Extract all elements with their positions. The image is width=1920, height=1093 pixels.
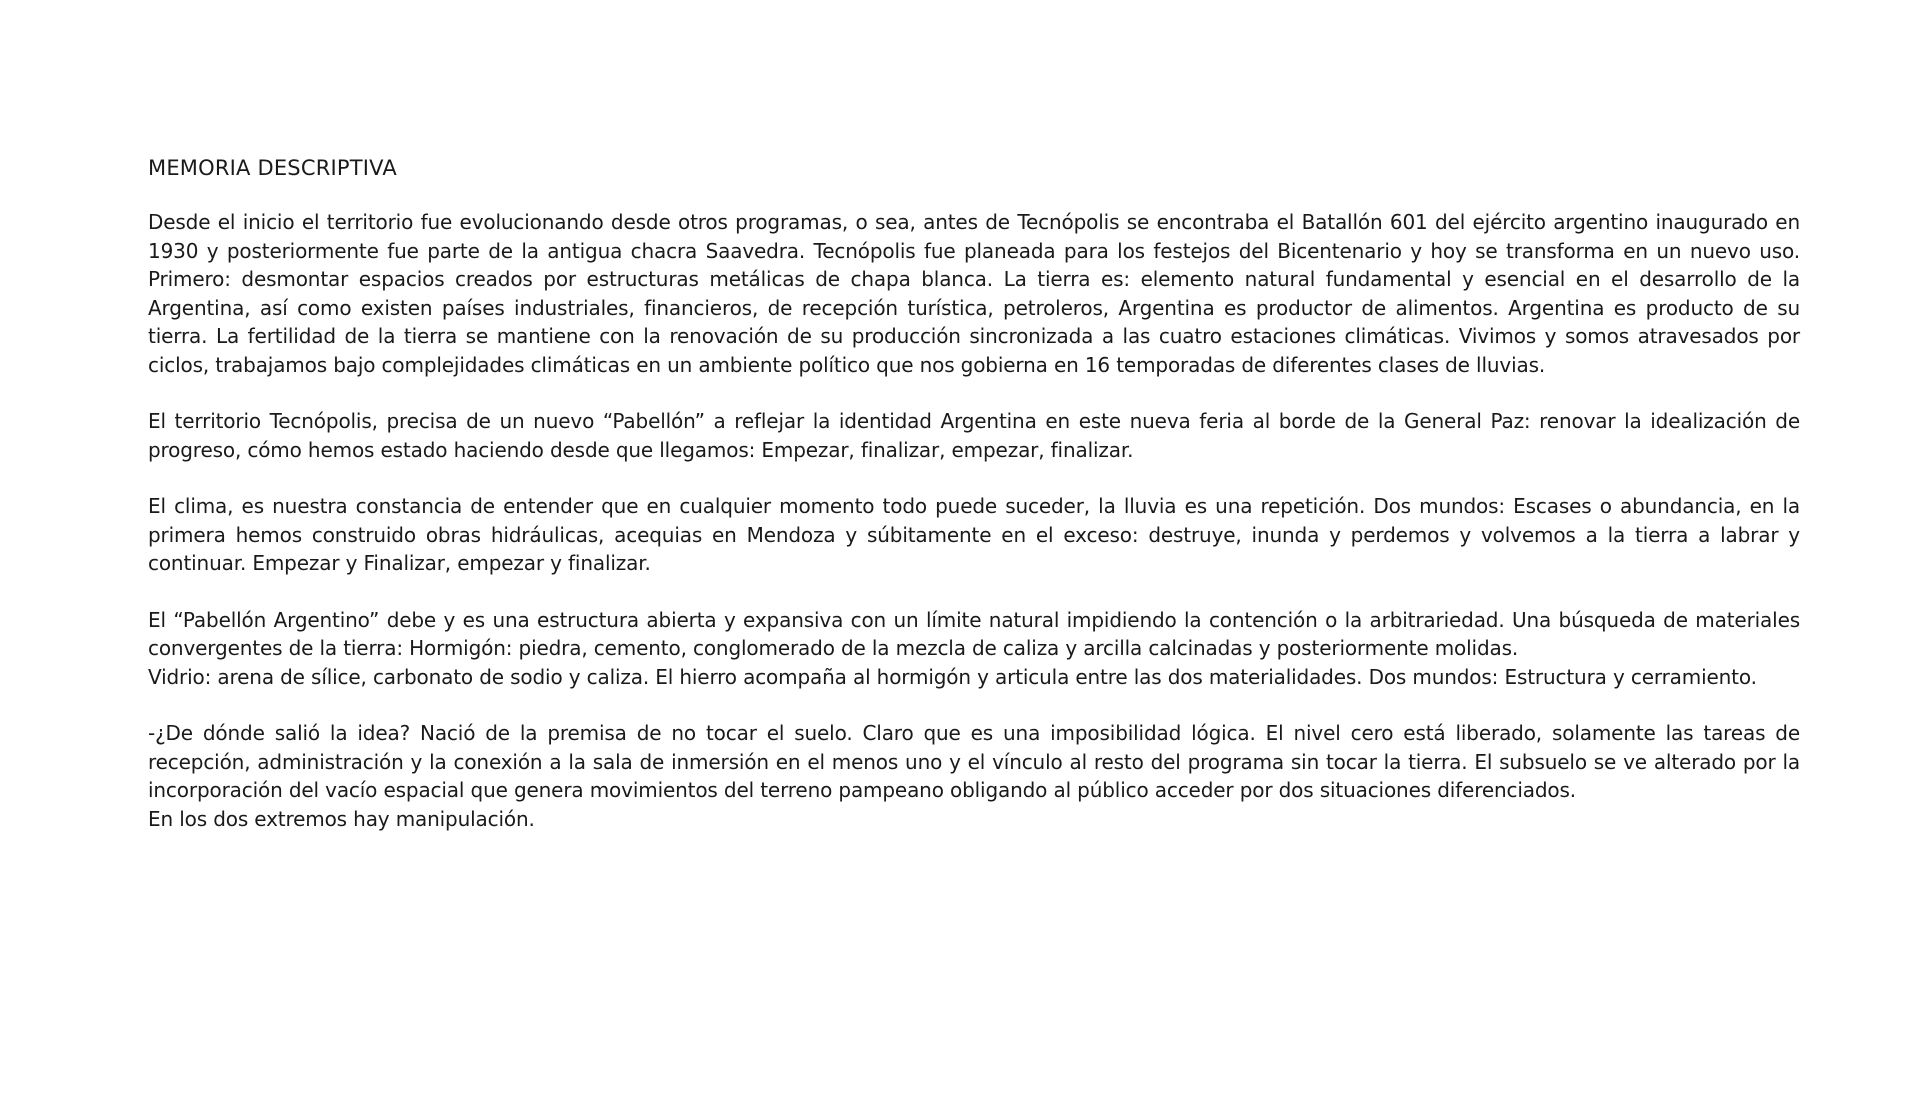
paragraph-materials-continuation: Vidrio: arena de sílice, carbonato de sodio y caliza. El hierro acompaña al hormigón y articula entre las dos materialidades. Dos mundos: Estructura y cerramiento. <box>148 664 1757 689</box>
paragraph-materials <box>148 606 1800 692</box>
paragraph-pavilion-need: El territorio Tecnópolis, precisa de un nuevo “Pabellón” a reflejar la identidad Argentina en este nueva feria al borde de la General Paz: renovar la idealización de progreso, cómo hemos estado haciendo desde que llegamos: Empezar, finalizar, empezar, finalizar. <box>148 409 1800 462</box>
paragraph-idea-continuation: En los dos extremos hay manipulación. <box>148 806 535 831</box>
paragraph-history: Desde el inicio el territorio fue evolucionando desde otros programas, o sea, antes de Tecnópolis se encontraba el Batallón 601 del ejército argentino inaugurado en 1930 y posteriormente fue parte de la antigua chacra Saavedra. Tecnópolis fue planeada para los festejos del Bicentenario y hoy se transforma en un nuevo uso. Primero: desmontar espacios creados por estructuras metálicas de chapa blanca. La tierra es: elemento natural fundamental y esencial en el desarrollo de la Argentina, así como existen países industriales, financieros, de recepción turística, petroleros, Argentina es productor de alimentos. Argentina es producto de su tierra. La fertilidad de la tierra se mantiene con la renovación de su producción sincronizada a las cuatro estaciones climáticas. Vivimos y somos atravesados por ciclos, trabajamos bajo complejidades climáticas en un ambiente político que nos gobierna en 16 temporadas de diferentes clases de lluvias. <box>148 210 1800 377</box>
paragraph-climate: El clima, es nuestra constancia de entender que en cualquier momento todo puede suceder, la lluvia es una repetición. Dos mundos: Escases o abundancia, en la primera hemos construido obras hidráulicas, acequias en Mendoza y súbitamente en el exceso: destruye, inunda y perdemos y volvemos a la tierra a labrar y continuar. Empezar y Finalizar, empezar y finalizar. <box>148 494 1800 575</box>
paragraph-idea-text: -¿De dónde salió la idea? Nació de la premisa de no tocar el suelo. Claro que es una imposibilidad lógica. El nivel cero está liberado, solamente las tareas de recepción, administración y la conexión a la sala de inmersión en el menos uno y el vínculo al resto del programa sin tocar la tierra. El subsuelo se ve alterado por la incorporación del vacío espacial que genera movimientos del terreno pampeano obligando al público acceder por dos situaciones diferenciados. <box>148 721 1800 802</box>
paragraph-idea <box>148 719 1800 833</box>
document-title: MEMORIA DESCRIPTIVA <box>148 156 397 180</box>
document-body <box>148 154 1800 861</box>
paragraph-materials-text: El “Pabellón Argentino” debe y es una estructura abierta y expansiva con un límite natural impidiendo la contención o la arbitrariedad. Una búsqueda de materiales convergentes de la tierra: Hormigón: piedra, cemento, conglomerado de la mezcla de caliza y arcilla calcinadas y posteriormente molidas. <box>148 607 1800 660</box>
